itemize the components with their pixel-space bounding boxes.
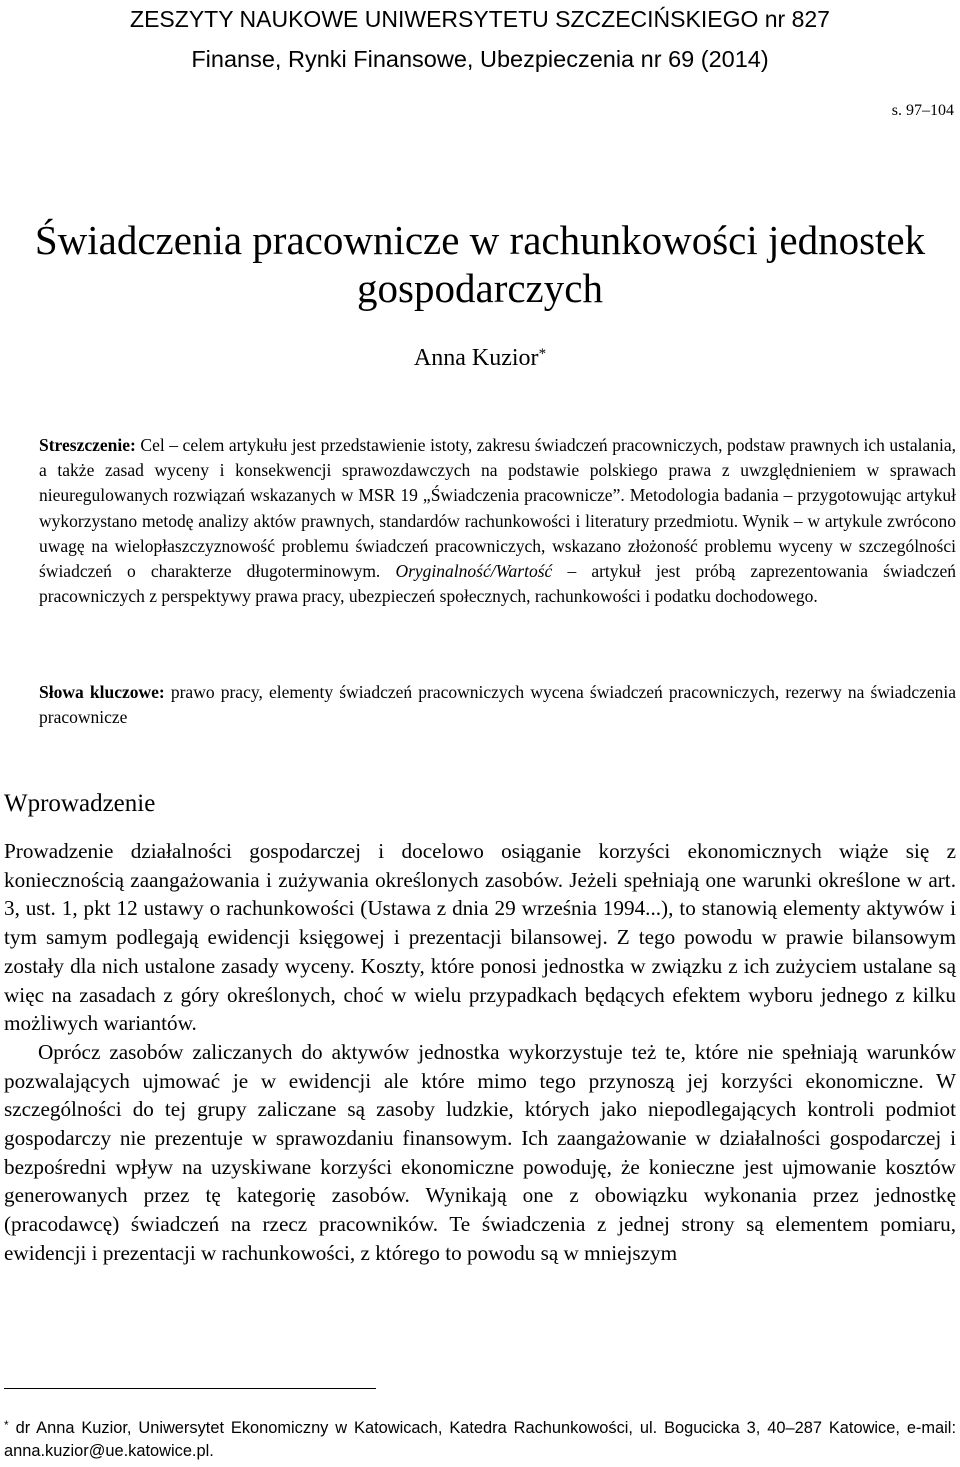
keywords-label: Słowa kluczowe: [39, 682, 165, 702]
keywords-text: prawo pracy, elementy świadczeń pracowniczych wycena świadczeń pracowniczych, rezerwy na świadczenia pracownicze [39, 682, 956, 728]
footnote-divider [4, 1388, 376, 1389]
article-title: Świadczenia pracownicze w rachunkowości jednostek gospodarczych [34, 217, 926, 311]
body-paragraph-1: Prowadzenie działalności gospodarczej i docelowo osiąganie korzyści ekonomicznych wiąże się z koniecznością zaangażowania i zużywania określonych zasobów. Jeżeli spełniają one warunki określone w art. 3, ust. 1, pkt 12 ustawy o rachunkowości (Ustawa z dnia 29 września 1994...), to stanowią elementy aktywów i tym samym podlegają ewidencji księgowej i prezentacji bilansowej. Z tego powodu w prawie bilansowym zostały dla nich ustalone zasady wyceny. Koszty, które ponosi jednostka w związku z ich zużyciem ustalane są więc na zasadach z góry określonych, choć w wielu przypadkach będących efektem wyboru jednego z kilku możliwych wariantów. [4, 839, 956, 1036]
footnote-mark: * [4, 1418, 9, 1432]
section-body [4, 837, 956, 1268]
section-heading: Wprowadzenie [4, 790, 156, 817]
abstract-label: Streszczenie: [39, 435, 136, 455]
abstract [39, 433, 956, 609]
author-line [0, 343, 960, 373]
abstract-originality-label: Oryginalność/Wartość [395, 561, 553, 582]
page-range: s. 97–104 [891, 102, 954, 119]
body-paragraph-2: Oprócz zasobów zaliczanych do aktywów jednostka wykorzystuje też te, które nie spełniają warunków pozwalających ujmować je w ewidencji ale które mimo tego przynoszą jej korzyści ekonomiczne. W szczególności do tej grupy zaliczane są zasoby ludzkie, których jako niepodlegających kontroli podmiot gospodarczy nie prezentuje w sprawozdaniu finansowym. Ich zaangażowanie w działalności gospodarczej i bezpośredni wpływ na uzyskiwane korzyści ekonomiczne powoduję, że konieczne jest ujmowanie kosztów generowanych przez tę kategorię zasobów. Wynikają one z obowiązku wykonania przez jednostkę (pracodawcę) świadczeń na rzecz pracowników. Te świadczenia z jednej strony są elementem pomiaru, ewidencji i prezentacji w rachunkowości, z którego to powodu są w mniejszym [4, 1039, 956, 1265]
author-footnote-mark: * [538, 346, 547, 362]
abstract-text-part1: Cel – celem artykułu jest przedstawienie istoty, zakresu świadczeń pracowniczych, podstaw prawnych ich ustalania, a także zasad wyceny i konsekwencji sprawozdawczych na podstawie polskiego prawa z uwzględnieniem w sprawach nieuregulowanych rozwiązań wskazanych w MSR 19 „Świadczenia pracownicze”. Metodologia badania – przygotowując artykuł wykorzystano metodę analizy aktów prawnych, standardów rachunkowości i literatury przedmiotu. Wynik – w artykule zwrócono uwagę na wielopłaszczyznowość problemu świadczeń pracowniczych, wskazano złożoność problemu wyceny w szczególności świadczeń o charakterze długoterminowym. [39, 435, 956, 582]
footnote [4, 1417, 956, 1463]
footnote-text: dr Anna Kuzior, Uniwersytet Ekonomiczny w Katowicach, Katedra Rachunkowości, ul. Bogucicka 3, 40–287 Katowice, e-mail: anna.kuzior@ue.katowice.pl. [4, 1419, 956, 1460]
journal-series: Finanse, Rynki Finansowe, Ubezpieczenia nr 69 (2014) [191, 46, 769, 72]
author-name: Anna Kuzior [413, 345, 539, 371]
journal-name: ZESZYTY NAUKOWE UNIWERSYTETU SZCZECIŃSKIEGO nr 827 [130, 6, 830, 32]
abstract-text-part2: – artykuł jest próbą zaprezentowania świadczeń pracowniczych z perspektywy prawa pracy, ubezpieczeń społecznych, rachunkowości i podatku dochodowego. [39, 561, 956, 607]
keywords [39, 680, 956, 730]
